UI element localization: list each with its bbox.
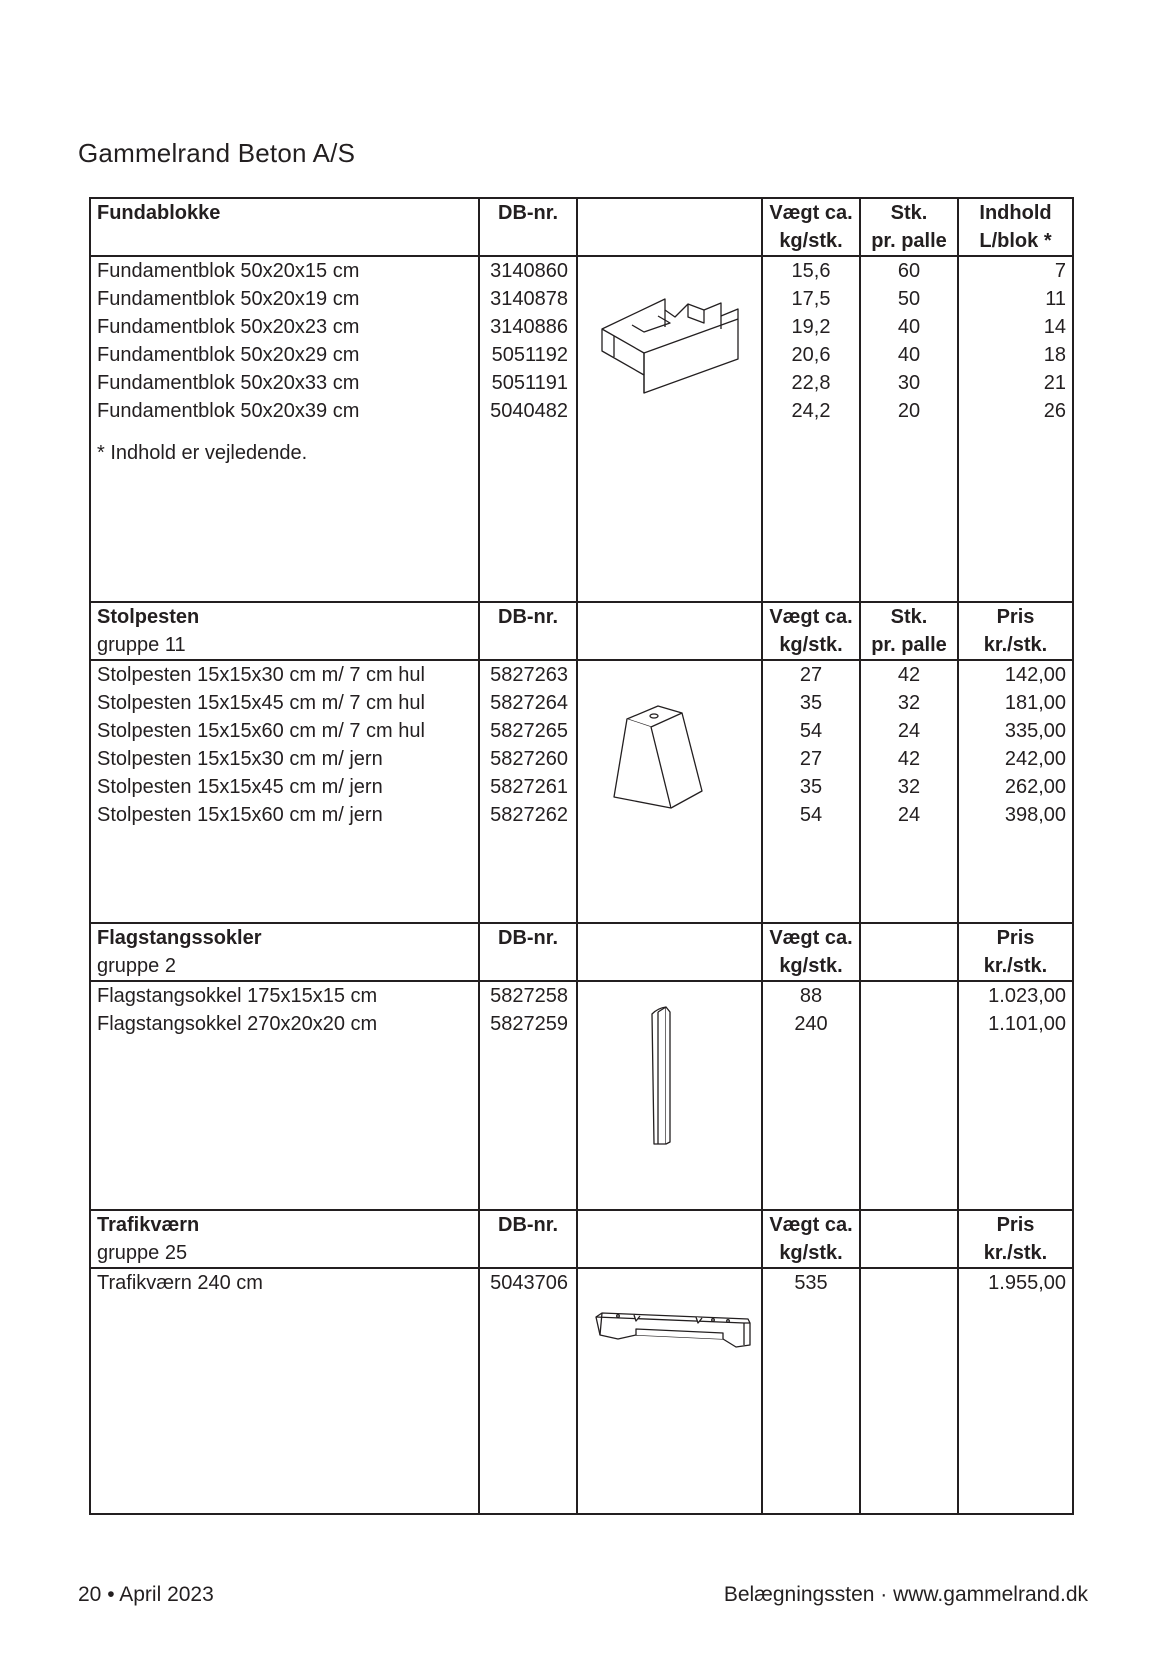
weight-value: 240 [762,1010,860,1038]
product-name: Fundamentblok 50x20x23 cm [90,313,479,341]
stk-value: 32 [860,689,958,717]
weight-value: 88 [762,981,860,1010]
product-name: Stolpesten 15x15x45 cm m/ 7 cm hul [90,689,479,717]
stk-value: 60 [860,256,958,285]
product-name: Stolpesten 15x15x30 cm m/ jern [90,745,479,773]
price-value: 335,00 [958,717,1073,745]
product-name: Fundamentblok 50x20x39 cm [90,397,479,425]
content-value: 26 [958,397,1073,425]
weight-value: 24,2 [762,397,860,425]
price-value: 142,00 [958,660,1073,689]
section-header-row [90,1210,1073,1239]
stk-value: 42 [860,660,958,689]
product-name: Flagstangsokkel 175x15x15 cm [90,981,479,1010]
weight-value: 22,8 [762,369,860,397]
db-number: 5827262 [479,801,577,829]
section-header-row [90,923,1073,952]
page-footer-right: Belægningssten · www.gammelrand.dk [723,1583,1088,1606]
foundation-block-icon [578,257,762,577]
price-value: 398,00 [958,801,1073,829]
db-number: 3140860 [479,256,577,285]
price-value: 1.023,00 [958,981,1073,1010]
section-header-row [90,631,1073,660]
content-unit-header: L/blok * [958,227,1073,256]
post-stone-icon [578,661,762,911]
db-header: DB-nr. [479,198,577,227]
weight-header: Vægt ca. [762,1210,860,1239]
page-footer-left: 20 • April 2023 [78,1583,214,1606]
price-header: Pris [958,1210,1073,1239]
product-name: Stolpesten 15x15x60 cm m/ 7 cm hul [90,717,479,745]
stk-value: 30 [860,369,958,397]
db-number: 5827260 [479,745,577,773]
section-title: Flagstangssokler [90,923,479,952]
content-value: 18 [958,341,1073,369]
weight-value: 35 [762,773,860,801]
stk-unit-header: pr. palle [860,631,958,660]
table-row [90,256,1073,285]
section-header-row [90,1239,1073,1268]
db-number: 5827258 [479,981,577,1010]
stk-header [860,923,958,952]
price-header: Pris [958,923,1073,952]
weight-unit-header: kg/stk. [762,952,860,981]
product-name: Stolpesten 15x15x60 cm m/ jern [90,801,479,829]
stk-unit-header: pr. palle [860,227,958,256]
content-value: 11 [958,285,1073,313]
weight-unit-header: kg/stk. [762,227,860,256]
db-number: 5827263 [479,660,577,689]
image-header [577,923,762,952]
stk-value: 20 [860,397,958,425]
stk-unit-header [860,952,958,981]
stk-value: 24 [860,801,958,829]
section-header-row [90,952,1073,981]
price-unit-header: kr./stk. [958,952,1073,981]
db-number: 5051192 [479,341,577,369]
section-header-row [90,198,1073,227]
stk-value [860,1010,958,1038]
price-value: 181,00 [958,689,1073,717]
price-value: 242,00 [958,745,1073,773]
product-name: Fundamentblok 50x20x15 cm [90,256,479,285]
product-image [577,981,762,1210]
product-name: Flagstangsokkel 270x20x20 cm [90,1010,479,1038]
stk-header: Stk. [860,602,958,631]
image-header [577,198,762,227]
product-name: Stolpesten 15x15x45 cm m/ jern [90,773,479,801]
product-name: Stolpesten 15x15x30 cm m/ 7 cm hul [90,660,479,689]
flagpole-base-icon [578,982,762,1202]
price-unit-header: kr./stk. [958,631,1073,660]
stk-header [860,1210,958,1239]
weight-header: Vægt ca. [762,923,860,952]
db-number: 5827265 [479,717,577,745]
product-name: Fundamentblok 50x20x33 cm [90,369,479,397]
db-number: 5827259 [479,1010,577,1038]
db-number: 3140878 [479,285,577,313]
image-header [577,602,762,631]
db-header: DB-nr. [479,923,577,952]
stk-header: Stk. [860,198,958,227]
db-number: 5827264 [479,689,577,717]
stk-value: 40 [860,313,958,341]
weight-value: 27 [762,660,860,689]
table-row [90,660,1073,689]
content-value: 14 [958,313,1073,341]
section-title: Fundablokke [90,198,479,227]
stk-value: 50 [860,285,958,313]
db-header: DB-nr. [479,1210,577,1239]
weight-value: 54 [762,717,860,745]
stk-unit-header [860,1239,958,1268]
weight-value: 20,6 [762,341,860,369]
weight-header: Vægt ca. [762,198,860,227]
price-value: 262,00 [958,773,1073,801]
weight-unit-header: kg/stk. [762,1239,860,1268]
weight-value: 35 [762,689,860,717]
table-row [90,981,1073,1010]
db-number: 3140886 [479,313,577,341]
table-row [90,1268,1073,1297]
section-header-row [90,602,1073,631]
db-number: 5827261 [479,773,577,801]
stk-value [860,1268,958,1297]
price-value: 1.955,00 [958,1268,1073,1297]
stk-value: 24 [860,717,958,745]
content-value: 21 [958,369,1073,397]
price-header: Pris [958,602,1073,631]
db-number: 5040482 [479,397,577,425]
product-image [577,256,762,602]
content-value: 7 [958,256,1073,285]
image-header [577,1210,762,1239]
content-header: Indhold [958,198,1073,227]
stk-value: 32 [860,773,958,801]
footnote: * Indhold er vejledende. [90,425,479,602]
db-number: 5043706 [479,1268,577,1297]
stk-value: 42 [860,745,958,773]
product-name: Trafikværn 240 cm [90,1268,479,1297]
stk-value: 40 [860,341,958,369]
section-subtitle: gruppe 2 [90,952,479,981]
page-title: Gammelrand Beton A/S [78,138,356,168]
weight-value: 54 [762,801,860,829]
section-subtitle: gruppe 25 [90,1239,479,1268]
stk-value [860,981,958,1010]
section-title: Stolpesten [90,602,479,631]
traffic-barrier-icon [578,1269,762,1469]
section-subtitle [90,227,479,256]
product-name: Fundamentblok 50x20x29 cm [90,341,479,369]
product-image [577,660,762,923]
weight-value: 27 [762,745,860,773]
weight-value: 17,5 [762,285,860,313]
section-header-row [90,227,1073,256]
weight-header: Vægt ca. [762,602,860,631]
weight-value: 19,2 [762,313,860,341]
price-unit-header: kr./stk. [958,1239,1073,1268]
section-subtitle: gruppe 11 [90,631,479,660]
price-value: 1.101,00 [958,1010,1073,1038]
product-table [89,197,1074,1515]
product-name: Fundamentblok 50x20x19 cm [90,285,479,313]
section-title: Trafikværn [90,1210,479,1239]
weight-value: 15,6 [762,256,860,285]
weight-value: 535 [762,1268,860,1297]
db-header: DB-nr. [479,602,577,631]
product-image [577,1268,762,1514]
weight-unit-header: kg/stk. [762,631,860,660]
db-number: 5051191 [479,369,577,397]
